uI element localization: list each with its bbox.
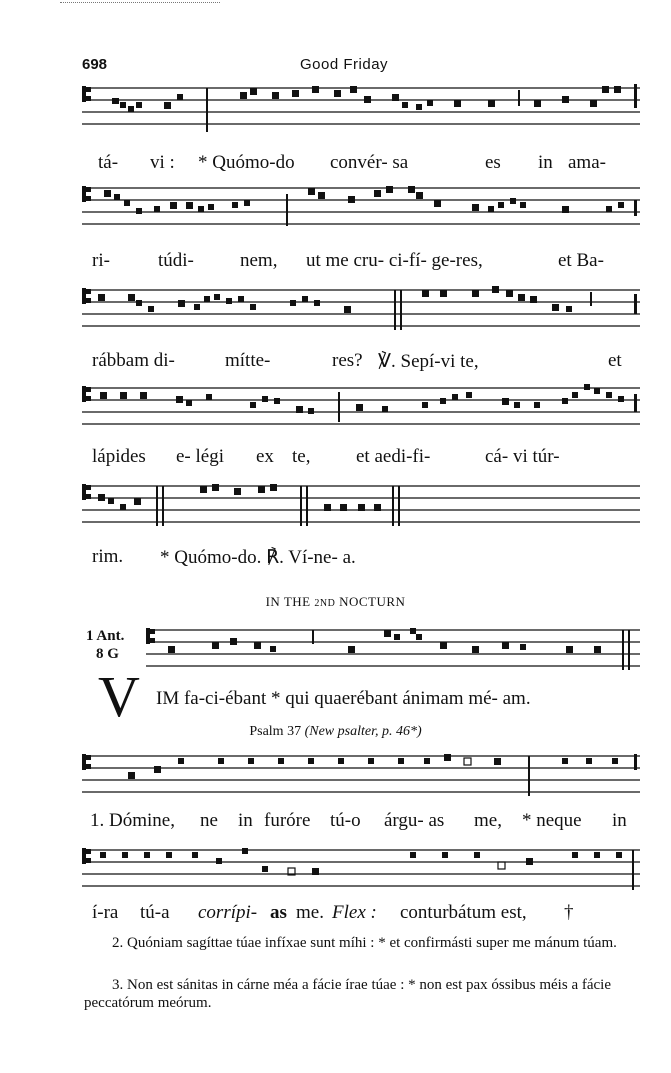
lyric-3-1: rábbam di-: [92, 350, 175, 371]
page-header-title: Good Friday: [300, 56, 389, 73]
psalm-lyric-1-8: * neque: [522, 810, 582, 831]
top-edge-mark: [60, 2, 220, 4]
lyric-3-2: mítte-: [225, 350, 271, 371]
lyric-1-1: tá-: [98, 152, 119, 173]
chant-staff-1: [82, 80, 640, 132]
psalm-verse-3: 3. Non est sánitas in cárne méa a fácie írae túae : * non est pax óssibus méis a fácie peccatórum meórum.: [84, 977, 611, 1011]
lyric-2-2: túdi-: [158, 250, 194, 271]
psalm-lyric-1-6: árgu- as: [384, 810, 445, 831]
lyric-5-1: rim.: [92, 546, 124, 567]
chant-staff-4: [82, 380, 640, 432]
psalm-staff-2: [82, 842, 640, 894]
chant-staff-2: [82, 180, 640, 232]
lyric-4-6: cá- vi túr-: [485, 446, 560, 467]
section-title: [0, 594, 671, 610]
psalm-verse-2: 2. Quóniam sagíttae túae infíxae sunt míhi : * et confirmásti super me mánum túam.: [112, 935, 617, 951]
psalm-heading: [0, 724, 671, 740]
page-number: 698: [82, 56, 108, 73]
psalm-lyric-2-5: me.: [296, 902, 324, 923]
lyric-4-2: e- légi: [176, 446, 225, 467]
psalm-lyric-2-3: corrípi-: [198, 902, 258, 923]
lyric-2-4: ut me cru- ci-fí- ge-res,: [306, 250, 483, 271]
staff-2-notation: [82, 180, 640, 232]
section-title-small: 2ND: [314, 598, 336, 609]
lyric-4-1: lápides: [92, 446, 146, 467]
antiphon-staff-notation: [146, 622, 640, 674]
psalm-lyric-2-7: conturbátum est,: [400, 902, 527, 923]
psalm-lyric-2-6: Flex :: [332, 902, 377, 923]
lyric-4-4: te,: [292, 446, 311, 467]
lyric-1-5: es: [485, 152, 501, 173]
psalm-lyric-1-9: in: [612, 810, 627, 831]
section-title-suffix: NOCTURN: [335, 594, 406, 609]
chant-staff-3: [82, 282, 640, 334]
lyric-1-3: * Quómo-do: [198, 152, 295, 173]
psalm-lyric-1-2: ne: [200, 810, 218, 831]
antiphon-text: IM fa-ci-ébant * qui quaerébant ánimam mé- am.: [156, 688, 531, 709]
psalm-staff-2-notation: [82, 842, 640, 894]
staff-5-notation: [82, 478, 640, 530]
psalm-lyric-1-4: furóre: [264, 810, 311, 831]
staff-4-notation: [82, 380, 640, 432]
lyric-3-3: res?: [332, 350, 363, 371]
lyric-2-5: et Ba-: [558, 250, 604, 271]
antiphon-initial-letter: V: [98, 664, 140, 729]
psalm-note: (New psalter, p. 46*): [304, 724, 422, 739]
lyric-2-3: nem,: [240, 250, 278, 271]
staff-1-notation: [82, 80, 640, 132]
antiphon-staff: [146, 622, 640, 674]
lyric-3-5: et: [608, 350, 622, 371]
psalm-lyric-2-2: tú-a: [140, 902, 170, 923]
antiphon-mode: 8 G: [96, 646, 119, 662]
lyric-1-7: ama-: [568, 152, 606, 173]
psalm-lyric-1-7: me,: [474, 810, 502, 831]
antiphon-marker: [86, 627, 124, 663]
psalm-lyric-1-5: tú-o: [330, 810, 361, 831]
psalm-lyric-1-3: in: [238, 810, 253, 831]
psalm-lyric-2-1: í-ra: [92, 902, 119, 923]
lyric-5-2: * Quómo-do. ℟. Ví-ne- a.: [160, 547, 356, 568]
chant-staff-5: [82, 478, 640, 530]
psalm-lyric-2-8: †: [564, 902, 574, 923]
lyric-1-4: convér- sa: [330, 152, 409, 173]
lyric-4-5: et aedi-fi-: [356, 446, 431, 467]
psalm-lyric-1-1: 1. Dómine,: [90, 810, 175, 831]
antiphon-number: 1 Ant.: [86, 628, 125, 644]
psalm-staff-1: [82, 748, 640, 800]
lyric-3-4: ℣. Sepí-vi te,: [378, 351, 479, 372]
lyric-1-2: vi :: [150, 152, 175, 173]
psalm-lyric-2-4: as: [270, 902, 287, 923]
lyric-1-6: in: [538, 152, 553, 173]
lyric-4-3: ex: [256, 446, 274, 467]
lyric-2-1: ri-: [92, 250, 110, 271]
section-title-prefix: IN THE: [265, 594, 315, 609]
staff-3-notation: [82, 282, 640, 334]
psalm-staff-1-notation: [82, 748, 640, 800]
psalm-label: Psalm 37: [249, 724, 302, 739]
